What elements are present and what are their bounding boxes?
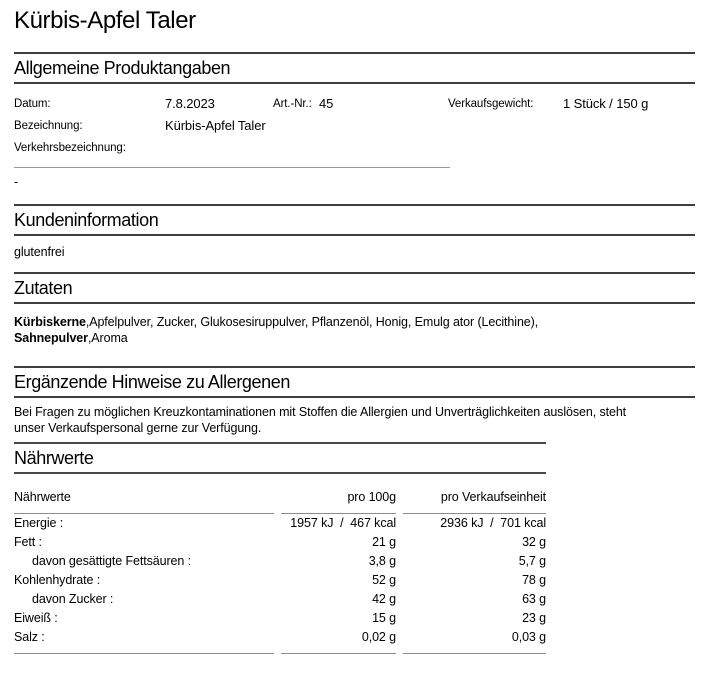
nutrition-row [14, 533, 546, 552]
nutrition-perunit-cell: 5,7 g [518, 554, 546, 568]
nutrition-per100-cell: 1957 kJ / 467 kcal [290, 516, 396, 530]
section-heading-general: Allgemeine Produktangaben [14, 58, 231, 78]
ingredients-line [14, 314, 695, 330]
section-rule [14, 442, 546, 444]
section-rule [14, 234, 695, 236]
nutrition-per100-cell: 3,8 g [368, 554, 396, 568]
field-row-bezeichnung [14, 115, 695, 137]
nutrition-header-label: Nährwerte [14, 487, 274, 514]
nutrition-label-cell: davon Zucker : [32, 592, 114, 606]
artnr-value: 45 [319, 96, 334, 111]
nutrition-perunit-cell: 23 g [522, 611, 546, 625]
nutrition-row [14, 571, 546, 590]
nutrition-row [14, 609, 546, 628]
section-rule [14, 396, 695, 398]
nutrition-per100-cell: 52 g [372, 573, 396, 587]
section-general [14, 52, 695, 84]
section-zutaten [14, 272, 695, 304]
nutrition-label-cell: davon gesättigte Fettsäuren : [32, 554, 192, 568]
nutrition-header-row [14, 487, 546, 514]
placeholder-dash: - [14, 175, 19, 189]
nutrition-perunit-cell: 32 g [522, 535, 546, 549]
nutrition-header-per100: pro 100g [281, 487, 396, 514]
kundeninformation-text: glutenfrei [14, 245, 65, 259]
section-rule [14, 302, 695, 304]
section-allergene [14, 366, 695, 398]
nutrition-label-cell: Kohlenhydrate : [14, 573, 101, 587]
ingredient-segment: ,Aroma [87, 331, 128, 345]
section-rule [14, 366, 695, 368]
ingredient-segment: Kürbiskerne [14, 315, 86, 329]
nutrition-label-cell: Salz : [14, 628, 274, 655]
nutrition-perunit-cell: 0,03 g [403, 628, 546, 655]
ingredient-segment: ,Apfelpulver, Zucker, Glukosesiruppulver, Pflanzenöl, Honig, Emulg ator (Lecithine), [85, 315, 539, 329]
section-heading-allergene: Ergänzende Hinweise zu Allergenen [14, 372, 290, 392]
nutrition-per100-cell: 15 g [372, 611, 396, 625]
nutrition-perunit-cell: 2936 kJ / 701 kcal [440, 516, 546, 530]
nutrition-label-cell: Energie : [14, 516, 64, 530]
section-rule [14, 204, 695, 206]
field-row-verkehrsbezeichnung [14, 137, 695, 159]
nutrition-row [14, 552, 546, 571]
section-heading-naehrwerte: Nährwerte [14, 448, 94, 468]
nutrition-label-cell: Eiweiß : [14, 611, 58, 625]
section-heading-zutaten: Zutaten [14, 278, 73, 298]
section-rule [14, 472, 546, 474]
nutrition-row [14, 628, 546, 655]
section-rule [14, 82, 695, 84]
section-heading-kundeninformation: Kundeninformation [14, 210, 159, 230]
verkaufsgewicht-label: Verkaufsgewicht: [448, 98, 534, 110]
allergen-notice-text [14, 404, 695, 436]
artnr-label: Art.-Nr.: [273, 98, 312, 110]
nutrition-per100-cell: 42 g [372, 592, 396, 606]
allergen-notice-line: unser Verkaufspersonal gerne zur Verfügung. [14, 421, 262, 435]
nutrition-perunit-cell: 78 g [522, 573, 546, 587]
section-rule [14, 52, 695, 54]
bezeichnung-label: Bezeichnung: [14, 120, 83, 132]
section-kundeninformation [14, 204, 695, 236]
section-rule [14, 272, 695, 274]
ingredients-text [14, 314, 695, 346]
section-naehrwerte [14, 442, 546, 474]
general-fields [14, 93, 695, 190]
nutrition-per100-cell: 21 g [372, 535, 396, 549]
datum-value: 7.8.2023 [165, 96, 215, 111]
datum-label: Datum: [14, 98, 51, 110]
allergen-notice-line: Bei Fragen zu möglichen Kreuzkontaminationen mit Stoffen die Allergien und Unverträglichkeiten auslösen, steht [14, 405, 627, 419]
nutrition-header-perunit: pro Verkaufseinheit [403, 487, 546, 514]
nutrition-perunit-cell: 63 g [522, 592, 546, 606]
nutrition-label-cell: Fett : [14, 535, 42, 549]
page-title: Kürbis-Apfel Taler [14, 7, 196, 34]
field-row-datum [14, 93, 695, 115]
bezeichnung-value: Kürbis-Apfel Taler [165, 118, 266, 133]
verkehrsbezeichnung-underline [14, 159, 450, 168]
verkaufsgewicht-value: 1 Stück / 150 g [563, 96, 649, 111]
nutrition-per100-cell: 0,02 g [281, 628, 396, 655]
nutrition-row [14, 514, 546, 533]
nutrition-table [7, 487, 553, 654]
ingredients-line [14, 330, 695, 346]
verkehrsbezeichnung-label: Verkehrsbezeichnung: [14, 142, 126, 154]
ingredient-segment: Sahnepulver [14, 331, 88, 345]
nutrition-row [14, 590, 546, 609]
